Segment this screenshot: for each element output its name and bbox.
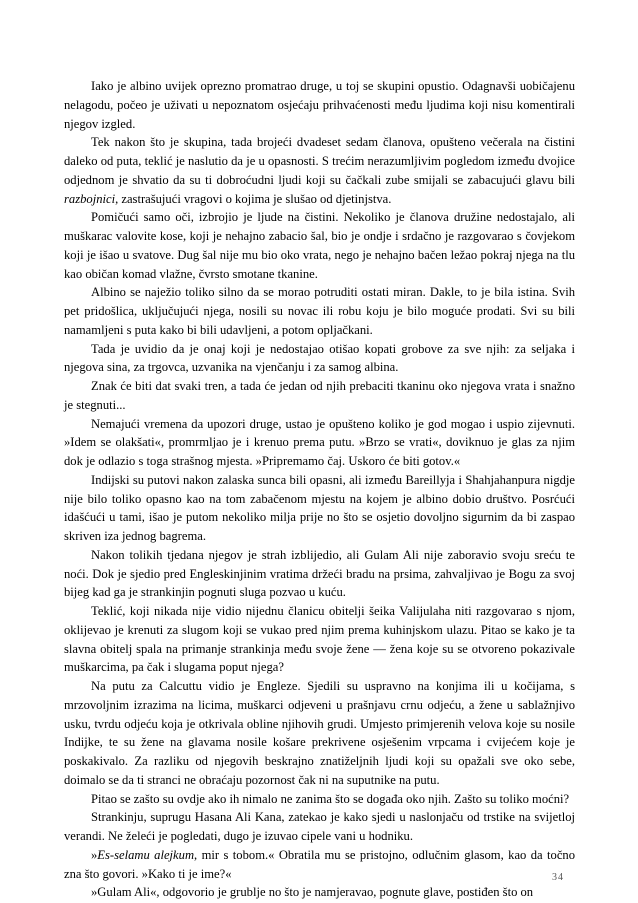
text-run: Indijski su putovi nakon zalaska sunca bili opasni, ali između Bareillyja i Shahjahanpura nigdje nije bilo toliko opasno kao na tom zabačenom mjestu na kojem je albino dobio društvo. Posrćući idašćući u tami, išao je putom nekoliko milja prije no što se osjetio dovoljno sigurnim da bi zaspao skriven iza jednog bagrema. — [64, 472, 575, 543]
text-run: Iako je albino uvijek oprezno promatrao druge, u toj se skupini opustio. Odagnavši uobičajenu nelagodu, počeo je uživati u nepoznatom osjećaju prihvaćenosti među ljudima koji nisu komentirali njegov izgled. — [64, 79, 575, 131]
paragraph — [64, 677, 575, 790]
text-run: Nakon tolikih tjedana njegov je strah izblijedio, ali Gulam Ali nije zaboravio svoju sreću te noći. Dok je sjedio pred Engleskinjinim vratima držeći bradu na prsima, zahvaljivao je Bogu za svoj bijeg kad ga je strankinjin pognuti sluga pozvao u kuću. — [64, 547, 575, 600]
text-run: Tada je uvidio da je onaj koji je nedostajao otišao kopati grobove za sve njih: za seljaka i njegova sina, za trgovca, uzvanika na vjenčanju i za samog albina. — [64, 341, 575, 375]
paragraph — [64, 471, 575, 546]
paragraph — [64, 377, 575, 415]
italic-text: razbojnici — [64, 191, 116, 206]
text-run: Nemajući vremena da upozori druge, ustao je opušteno koliko je god mogao i uspio zijevnuti. »Idem se olakšati«, promrmljao je i krenuo prema putu. »Brzo se vrati«, doviknuo je glas za njim dok je odlazio s toga strašnog mjesta. »Pripremamo čaj. Uskoro će biti gotov.« — [64, 416, 575, 468]
text-run: , mir s tobom.« Obratila mu se pristojno, odlučnim glasom, kao da točno zna što govori. »Kako ti je ime?« — [64, 847, 576, 881]
paragraph — [64, 77, 575, 133]
text-run: Pomičući samo oči, izbrojio je ljude na čistini. Nekoliko je članova družine nedostajalo, ali muškarac valovite kose, koji je nehajno zabacio šal, bio je ondje i srdačno je razgovarao s čovjekom koji je išao u svatove. Dug šal nije mu bio oko vrata, nego je nehajno bačen ležao pokraj njega na tlu kao običan komad vlažne, čvrsto smotane tkanine. — [64, 210, 575, 281]
text-run: Strankinju, suprugu Hasana Ali Kana, zatekao je kako sjedi u naslonjaču od trstike na svijetloj verandi. Ne želeći je pogledati, dugo je izuvao cipele vani u hodniku. — [64, 810, 575, 843]
text-run: Na putu za Calcuttu vidio je Engleze. Sjedili su uspravno na konjima ili u kočijama, s mrzovoljnim izrazima na licima, muškarci odjeveni u prašnjavu crnu odjeću, a žene u sablažnjivo usku, tvrdu odjeću koja je otkrivala obline njihovih grudi. Umjesto primjerenih velova koje su nosile Indijke, te su žene na glavama nosile košare prekrivene osješenim vrpcama i cvijećem koje je poskakivalo. Za razliku od njegovih beskrajno znatiželjnih ljudi koji su opažali sve oko sebe, doimalo se da ti stranci ne obraćaju pozornost čak ni na suputnike na putu. — [64, 679, 575, 787]
italic-text: Es-selamu alejkum — [97, 847, 195, 862]
text-run: , zastrašujući vragovi o kojima je slušao od djetinjstva. — [115, 191, 392, 206]
text-run: Albino se naježio toliko silno da se morao potruditi ostati miran. Dakle, to je bila istina. Svih pet pridošlica, uključujući njega, nosili su novac ili robu koju je bilo moguće prodati. Svi su bili namamljeni s puta kako bi bili udavljeni, a potom opljačkani. — [64, 285, 575, 337]
paragraph — [64, 415, 575, 471]
paragraph — [64, 546, 575, 602]
body-text — [64, 77, 575, 902]
text-run: Pitao se zašto su ovdje ako ih nimalo ne zanima što se događa oko njih. Zašto su toliko moćni? — [91, 791, 570, 806]
paragraph — [64, 790, 575, 809]
page-number: 34 — [552, 872, 564, 883]
paragraph — [64, 808, 575, 846]
text-run: » — [91, 847, 98, 862]
paragraph — [64, 883, 575, 902]
paragraph — [64, 602, 575, 677]
text-run: »Gulam Ali«, odgovorio je grublje no što je namjeravao, pognute glave, postiđen što on — [91, 885, 534, 900]
paragraph — [64, 133, 575, 208]
paragraph — [64, 340, 575, 378]
text-run: Znak će biti dat svaki tren, a tada će jedan od njih prebaciti tkaninu oko njegova vrata i snažno je stegnuti... — [64, 379, 575, 412]
text-run: Teklić, koji nikada nije vidio nijednu članicu obitelji šeika Valijulaha niti razgovarao s njom, oklijevao je krenuti za slugom koji se vukao pred njim prema kuhinjskom ulazu. Pitao se kako je ta slavna obitelj spala na primanje strankinja među svoje žene — žena koje su se otvoreno pokazivale muškarcima, pa čak i slugama poput njega? — [64, 604, 575, 675]
text-run: Tek nakon što je skupina, tada brojeći dvadeset sedam članova, opušteno večerala na čistini daleko od puta, teklić je naslutio da je u opasnosti. S trećim nerazumljivim pogledom između dvojice odjednom je shvatio da su ti dobroćudni ljudi koji su čačkali zube smijali se zabacujući glavu bili — [64, 135, 575, 187]
paragraph — [64, 283, 575, 339]
paragraph — [64, 208, 575, 283]
paragraph — [64, 846, 575, 884]
